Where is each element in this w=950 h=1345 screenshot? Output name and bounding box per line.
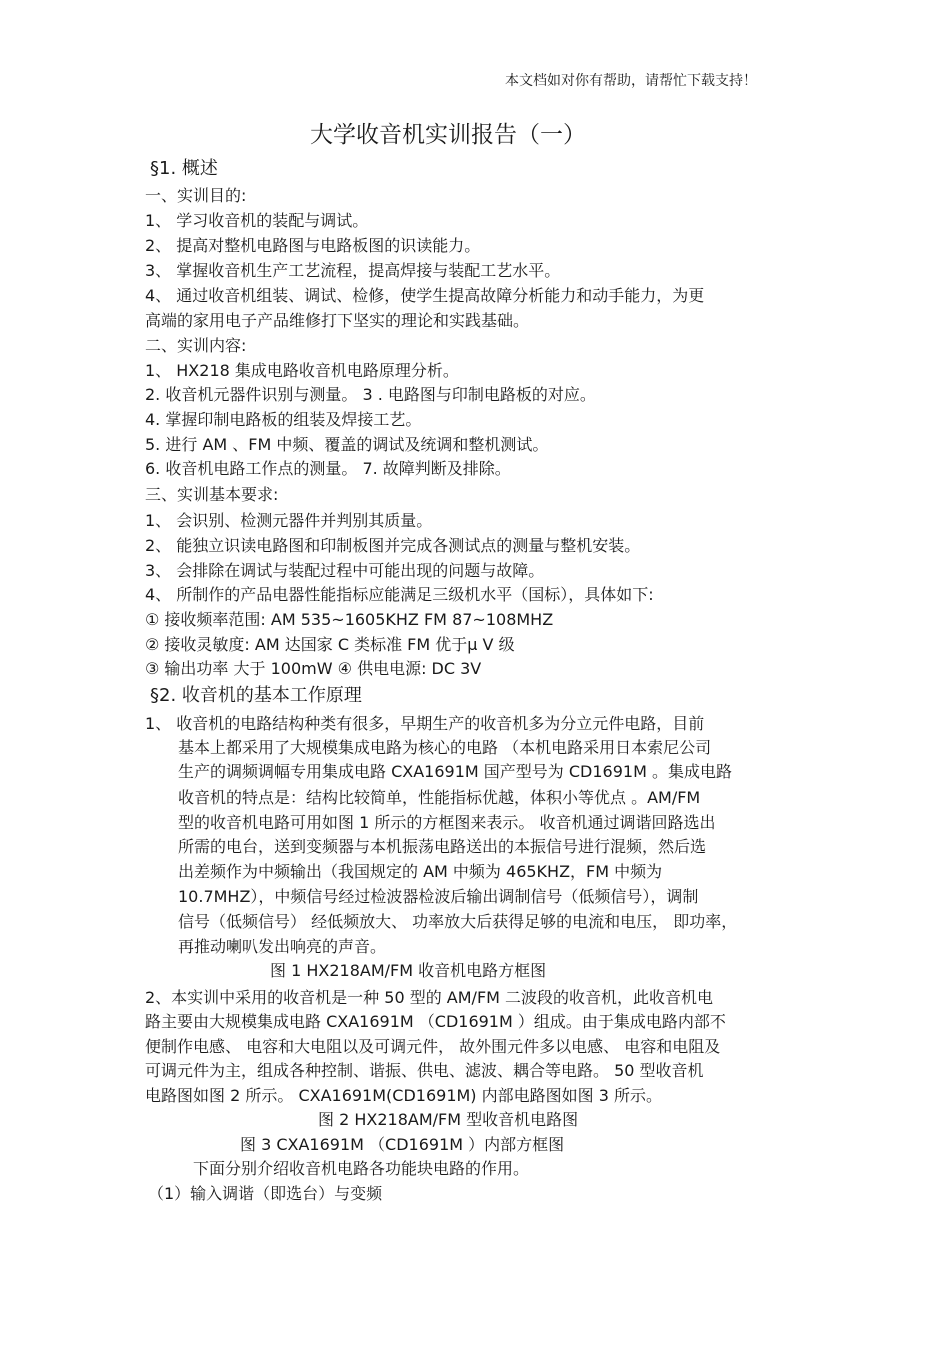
paragraph-line: 2、本实训中采用的收音机是一种 50 型的 AM/FM 二波段的收音机，此收音机电	[145, 988, 714, 1007]
subsection-heading: （1）输入调谐（即选台）与变频	[148, 1184, 383, 1203]
figure-1-caption: 图 1 HX218AM/FM 收音机电路方框图	[270, 961, 547, 980]
content-item: 5. 进行 AM 、FM 中频、覆盖的调试及统调和整机测试。	[145, 435, 549, 454]
purpose-item: 1、 学习收音机的装配与调试。	[145, 211, 369, 230]
section-1-heading: §1. 概述	[150, 158, 218, 179]
document-title: 大学收音机实训报告（一）	[310, 122, 586, 148]
paragraph-line: 基本上都采用了大规模集成电路为核心的电路 （本机电路采用日本索尼公司	[178, 738, 712, 757]
paragraph-line: 生产的调频调幅专用集成电路 CXA1691M 国产型号为 CD1691M 。集成电路	[178, 762, 732, 781]
spec-output-power-supply: ③ 输出功率 大于 100mW ④ 供电电源: DC 3V	[145, 659, 482, 678]
section-2-heading: §2. 收音机的基本工作原理	[150, 685, 362, 706]
paragraph-line: 路主要由大规模集成电路 CXA1691M （CD1691M ）组成。由于集成电路内部不	[145, 1012, 726, 1031]
paragraph-line: 信号（低频信号） 经低频放大、 功率放大后获得足够的电流和电压， 即功率，	[178, 912, 738, 931]
content-heading: 二、实训内容:	[145, 336, 247, 355]
content-item: 4. 掌握印制电路板的组装及焊接工艺。	[145, 410, 422, 429]
requirements-item: 3、 会排除在调试与装配过程中可能出现的问题与故障。	[145, 561, 545, 580]
requirements-item: 2、 能独立识读电路图和印制板图并完成各测试点的测量与整机安装。	[145, 536, 641, 555]
paragraph-line: 10.7MHZ），中频信号经过检波器检波后输出调制信号（低频信号），调制	[178, 887, 699, 906]
paragraph-line: 便制作电感、 电容和大电阻以及可调元件， 故外围元件多以电感、 电容和电阻及	[145, 1037, 721, 1056]
paragraph-line: 电路图如图 2 所示。 CXA1691M(CD1691M) 内部电路图如图 3 所示。	[145, 1086, 662, 1105]
requirements-item: 4、 所制作的产品电器性能指标应能满足三级机水平（国标），具体如下:	[145, 585, 654, 604]
purpose-item: 3、 掌握收音机生产工艺流程，提高焊接与装配工艺水平。	[145, 261, 561, 280]
purpose-item-continued: 高端的家用电子产品维修打下坚实的理论和实践基础。	[145, 311, 530, 330]
spec-frequency-range: ① 接收频率范围: AM 535~1605KHZ FM 87~108MHZ	[145, 610, 554, 629]
purpose-heading: 一、实训目的:	[145, 186, 247, 205]
figure-3-caption: 图 3 CXA1691M （CD1691M ）内部方框图	[240, 1135, 565, 1154]
intro-line: 下面分别介绍收音机电路各功能块电路的作用。	[193, 1159, 530, 1178]
purpose-item: 4、 通过收音机组装、调试、检修，使学生提高故障分析能力和动手能力，为更	[145, 286, 705, 305]
paragraph-line: 收音机的特点是：结构比较简单，性能指标优越，体积小等优点 。AM/FM	[178, 788, 701, 807]
paragraph-line: 可调元件为主，组成各种控制、谐振、供电、滤波、耦合等电路。 50 型收音机	[145, 1061, 704, 1080]
paragraph-line: 再推动喇叭发出响亮的声音。	[178, 937, 387, 956]
paragraph-line: 1、 收音机的电路结构种类有很多，早期生产的收音机多为分立元件电路，目前	[145, 714, 705, 733]
content-item: 2. 收音机元器件识别与测量。 3 . 电路图与印制电路板的对应。	[145, 385, 596, 404]
spec-sensitivity: ② 接收灵敏度: AM 达国家 C 类标准 FM 优于μ V 级	[145, 635, 515, 654]
figure-2-caption: 图 2 HX218AM/FM 型收音机电路图	[318, 1110, 579, 1129]
purpose-item: 2、 提高对整机电路图与电路板图的识读能力。	[145, 236, 481, 255]
content-item: 6. 收音机电路工作点的测量。 7. 故障判断及排除。	[145, 459, 511, 478]
requirements-item: 1、 会识别、检测元器件并判别其质量。	[145, 511, 433, 530]
paragraph-line: 所需的电台，送到变频器与本机振荡电路送出的本振信号进行混频，然后选	[178, 837, 707, 856]
content-item: 1、 HX218 集成电路收音机电路原理分析。	[145, 361, 459, 380]
header-note: 本文档如对你有帮助，请帮忙下载支持！	[505, 73, 757, 89]
requirements-heading: 三、实训基本要求:	[145, 485, 279, 504]
paragraph-line: 型的收音机电路可用如图 1 所示的方框图来表示。 收音机通过调谐回路选出	[178, 813, 716, 832]
paragraph-line: 出差频作为中频输出（我国规定的 AM 中频为 465KHZ，FM 中频为	[178, 862, 663, 881]
